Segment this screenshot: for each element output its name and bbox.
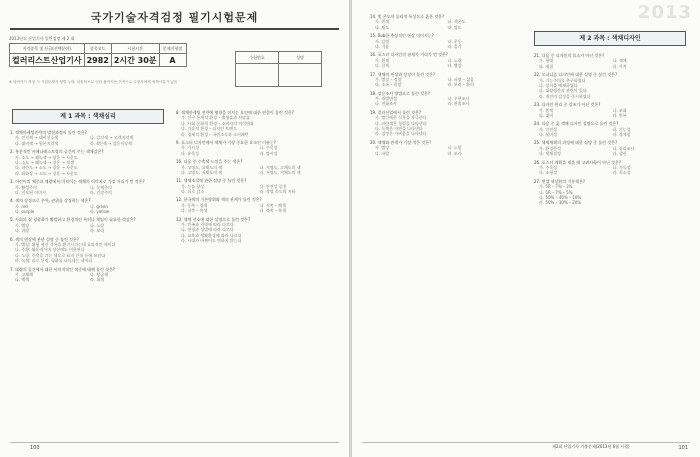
answer-option: 나. green <box>90 203 108 209</box>
answer-option: 다. 녹색은 자연을 나타낸다 <box>375 126 423 132</box>
answer-option: 라. 회색 <box>90 277 105 283</box>
question-item <box>370 52 520 68</box>
answer-option: 다. 초록 – 희망 <box>375 82 402 88</box>
info-header-time: 시험시간 <box>111 44 159 54</box>
answer-option: 라. 빨강 <box>447 63 462 69</box>
answer-option: 가. 감정 <box>375 38 390 44</box>
answer-options <box>10 185 165 196</box>
answer-option: 나. 황금색 <box>90 271 108 277</box>
answer-options <box>10 135 165 146</box>
answer-option: 다. 노랑: 주목을 끄는 색으로 표지 안내 등에 쓰인다 <box>15 252 106 258</box>
answer-option: 가. 활성주의 <box>15 184 37 190</box>
answer-option: 라. 보라 – 환희 <box>447 82 474 88</box>
question-text: 19. 컬러산업에서 틀린 것은? <box>370 109 421 115</box>
left-column-1 <box>10 130 165 286</box>
answer-option: 다. 고명도, 저채도의 색 <box>181 169 223 175</box>
answer-option: 라. 생산 <box>612 151 627 157</box>
question-text: 2. 흥분적인 카페나레스토랑의 공간이 주는 색채감은? <box>10 149 104 155</box>
question-text: 10. 다음 중 수축색 느낌을 주는 색은? <box>176 159 243 165</box>
answer-option: 라. 경제적 환경 – 국민소득과 소비패턴 <box>181 131 249 137</box>
question-item <box>534 179 686 206</box>
answer-option: 나. 저명도, 고채도의 색 <box>259 164 301 170</box>
question-text: 3. 어린이의 체중과 채광에서 마치어는 색채의 이미지로 가장 거리가 먼 것은? <box>10 179 145 185</box>
answer-option: 다. 대비 <box>539 112 554 118</box>
question-text: 5. 사회의 질 경향화가 활발하고 환경적인 특히나 책임이 필요한 색상은? <box>10 217 136 223</box>
answer-option: 가. 인지색 → 대비선호색 <box>15 135 59 141</box>
question-item <box>534 160 686 176</box>
answer-option: 가. red <box>15 203 28 209</box>
answer-option: 라. 명시성 <box>259 150 278 156</box>
answer-option: 가. 인구 통계적 환경 – 출생률과 사망률 <box>181 115 250 121</box>
answer-option: 다. 대비색 → 원본지각색 <box>15 140 59 146</box>
exam-title: 국가기술자격검정 필기시험문제 <box>90 11 259 24</box>
answer-option: 나. 소도 → 쾌녹색 → 장운 → 적색 <box>15 159 74 165</box>
question-item <box>370 110 520 137</box>
answer-options <box>176 165 338 176</box>
question-item <box>534 140 686 156</box>
question-text: 17. 색채의 연상과 상징이 틀린 것은? <box>370 71 436 77</box>
answer-option: 가. 빨강 <box>15 222 30 228</box>
answer-options <box>370 96 520 107</box>
question-text: 21. 다음 중 디자인의 요소가 아닌 것은? <box>534 53 605 58</box>
answer-option: 나. 서쪽 – 백색 <box>259 202 286 208</box>
question-text: 24. 다음 중 옳 색채 디자인 설명으로 틀린 것은? <box>534 121 619 127</box>
id-value-number <box>236 64 279 87</box>
answer-option: 라. 개인의 감성을 중시하였다 <box>539 93 591 99</box>
question-text: 25. 색채계획의 과정에 대한 설명 중 틀린 것은? <box>534 140 618 146</box>
answer-option: 나. 녹색주의 <box>90 184 112 190</box>
question-item <box>10 267 165 283</box>
answer-option: 가. 고채색 <box>15 271 33 277</box>
exam-info-table <box>9 43 187 67</box>
answer-options <box>10 204 165 215</box>
answer-option: 가. 환경분석 <box>539 145 561 151</box>
answer-option: 라. 북쪽 – 흑색 <box>259 208 286 214</box>
question-item <box>176 217 338 244</box>
answer-option: 나. 주황: 활동적이며 장신에도 이용된다 <box>15 247 85 253</box>
answer-option: 가. 흰색 <box>375 19 390 25</box>
exam-notice: ※ 답안카드 작성 시 시험문제지 형별 누락, 마킹착오로 인한 불이익은 전적으로 수험자에게 귀책사유가 있음 <box>9 80 178 84</box>
answer-option: 나. 운동 <box>447 38 462 44</box>
answer-option: 라. 시대가 바뀌어도 변하지 않는다 <box>181 238 242 244</box>
answer-option: 가. 가시성 <box>181 145 199 151</box>
answer-options <box>176 145 338 156</box>
page-number-right: 101 <box>678 445 688 451</box>
answer-option: 가. 민족과 지역에 따라 다르다 <box>181 222 234 228</box>
question-item <box>10 130 165 146</box>
question-item <box>534 72 686 99</box>
question-item <box>534 121 686 137</box>
answer-option: 라. 휴식 <box>447 43 462 49</box>
info-header-type: 문제지형별 <box>159 44 186 54</box>
question-text: 23. 디자인 원리 중 강조가 아닌 것은? <box>534 102 601 108</box>
answer-option: 나. 감각색 → 고객지각색 <box>90 135 134 141</box>
answer-option: 라. yellow <box>90 209 110 215</box>
answer-option: 다. 기품 <box>375 43 390 49</box>
answer-option: 나. 노랑 <box>90 222 105 228</box>
question-item <box>176 110 338 137</box>
answer-option: 가. 빨강 – 정열 <box>375 76 402 82</box>
answer-options <box>534 108 686 119</box>
answer-option: 다. 조형성 <box>539 170 557 176</box>
question-text: 13. 색채 선호에 대한 설명으로 틀린 것은? <box>176 216 251 222</box>
answer-option: 라. 50% – 30% – 20% <box>539 200 582 206</box>
info-header-subject: 자격종목 및 등급(선택분야) <box>10 44 85 54</box>
answer-option: 나. 파란색은 청결을 나타낸다 <box>375 120 427 126</box>
subject-1-header: 제 1 과목 : 색채심리 <box>12 109 164 124</box>
left-column-2 <box>176 110 338 247</box>
info-value-code: 2982 <box>84 54 111 67</box>
answer-option: 나. 조화 <box>612 107 627 113</box>
question-item <box>176 197 338 213</box>
answer-options <box>370 39 520 50</box>
right-column-2 <box>534 53 686 209</box>
answer-option: 다. 대량생산과 관련이 있다 <box>539 88 587 94</box>
answer-option: 나. 주목성 <box>259 145 278 151</box>
answer-option: 다. 파란도 → 소도 → 장운 → 사운도 <box>15 165 78 171</box>
answer-option: 라. 건강주의 <box>90 189 112 195</box>
answer-option: 나. 안전성 증진 <box>259 183 287 189</box>
answer-option: 나. 연령과 성별에 따라 다르다 <box>181 227 234 233</box>
question-text: 14. 빛 온도의 물리적 특성으로 옳은 것은? <box>370 14 445 19</box>
answer-option: 가. 주목성 <box>539 165 557 171</box>
right-page <box>352 0 700 457</box>
answer-option: 라. 보라 <box>447 150 462 156</box>
answer-option: 가. 개별면접 <box>375 96 397 102</box>
answer-option: 다. 파랑 <box>375 150 390 156</box>
question-text: 16. 포스터 디자인의 관계가 거리가 먼 것은? <box>370 52 448 58</box>
answer-option: 나. 우편조사 <box>447 96 470 102</box>
answer-option: 라. 명도 <box>447 24 462 30</box>
answer-option: 다. 전화조사 <box>375 101 397 107</box>
answer-options <box>176 184 338 195</box>
year-watermark: 2013 <box>637 2 692 23</box>
answer-option: 다. 심미성 <box>539 132 557 138</box>
answer-option: 나. 장식을 배제하였다 <box>539 82 578 88</box>
answer-options <box>370 145 520 156</box>
question-text: 8. 색채마케팅 전략에 영향을 미치는 요인에 대한 연결이 틀린 것은? <box>176 110 294 115</box>
answer-option: 가. 흰색 <box>539 107 554 113</box>
answer-option: 가. 빨강 <box>375 145 390 151</box>
answer-option: 라. 좌화상 → 소도 → 장운 → 사운도 <box>15 170 78 176</box>
question-item <box>10 149 165 176</box>
info-value-type: A <box>159 54 186 67</box>
page-number-left: 100 <box>30 445 40 451</box>
question-text: 26. 포스터 계획을 세울 때 고려사항이 아닌 것은? <box>534 159 621 165</box>
answer-option: 라. 검정은 가벼움을 나타낸다 <box>375 131 427 137</box>
question-text: 18. 설문조사 방법으로 틀린 것은? <box>370 90 430 96</box>
answer-options <box>370 58 520 69</box>
candidate-id-table <box>235 51 322 87</box>
answer-option: 다. 진보된 이미지 <box>15 189 46 195</box>
answer-option: 라. 가격 <box>612 63 627 69</box>
question-item <box>370 14 520 30</box>
answer-option: 다. 갈색 <box>375 63 390 69</box>
answer-option: 나. 색온도 <box>447 19 466 25</box>
exam-meta: 2013년도 산업기사 일반검정 제 2 회 <box>9 36 75 41</box>
answer-option: 가. 소도 → 쾌녹색 → 장운 → 사운도 <box>15 154 78 160</box>
footer-rule <box>362 442 690 443</box>
question-item <box>176 178 338 194</box>
question-item <box>370 91 520 107</box>
answer-option: 라. 반복 <box>612 112 627 118</box>
footer-label: 제2회 산업기사 기출문제(2013년 6월 시행) <box>552 444 630 449</box>
answer-option: 나. 노랑 <box>447 145 462 151</box>
footer-rule <box>10 442 339 443</box>
answer-option: 다. 피로 감소 <box>181 189 205 195</box>
question-item <box>370 140 520 156</box>
question-item <box>370 72 520 88</box>
answer-option: 가. 빨강: 위험 혁신 식욕을 환기시키는데 효과적인 색이다 <box>15 242 116 248</box>
info-header-code: 종목코드 <box>84 44 111 54</box>
answer-option: 라. 보라 <box>90 228 105 234</box>
question-text: 11. 색채조절에 관한 설명 중 틀린 것은? <box>176 178 247 184</box>
answer-options <box>534 127 686 138</box>
answer-option: 다. 파랑 <box>15 228 30 234</box>
question-text: 6. 색의 연상에 관한 설명 중 틀린 것은? <box>10 236 79 242</box>
answer-option: 가. 기능주의를 추구하였다 <box>539 77 586 83</box>
answer-option: 다. 교육과 생활환경에 따라 다르다 <box>181 232 242 238</box>
answer-option: 가. 안전성 <box>539 126 557 132</box>
answer-option: 라. 관찰조사 <box>447 101 470 107</box>
answer-option: 나. 심리조사 <box>612 145 635 151</box>
answer-option: 가. 능률 향상 <box>181 183 205 189</box>
answer-option: 가. 빨간색은 식욕을 자극한다 <box>375 115 427 121</box>
answer-option: 라. 녹색: 피로 안정, 평화를 나타내는 색이다 <box>15 258 93 264</box>
question-item <box>10 179 165 195</box>
question-item <box>176 159 338 175</box>
question-text: 1. 색채마케팅전략의 발전과정이 틀린 것은? <box>10 130 87 135</box>
info-value-time: 2시간 30분 <box>111 54 159 67</box>
answer-options <box>10 272 165 283</box>
answer-options <box>370 77 520 88</box>
question-item <box>534 102 686 118</box>
question-text: 15. Sub한 추상적인 연상 이미지는? <box>370 33 434 39</box>
id-header-number: 수험번호 <box>236 52 279 64</box>
id-header-name: 성명 <box>279 52 322 64</box>
question-text: 4. 색의 상징으로 우아, 권위를 상징하는 색은? <box>10 198 91 204</box>
answer-option: 다. 기술적 환경 – 디자인 트렌드 <box>181 126 237 132</box>
answer-option: 가. 흰색 <box>375 57 390 63</box>
left-page <box>0 0 349 457</box>
info-value-subject: 컬러리스트산업기사 <box>10 54 85 67</box>
answer-options <box>176 203 338 214</box>
answer-option: 라. 경제성 <box>612 132 631 138</box>
answer-option: 라. 4인색 → 감동지각색 <box>90 140 132 146</box>
answer-option: 나. 파랑 – 젊음 <box>447 76 474 82</box>
answer-option: 다. 남쪽 – 흑색 <box>181 208 208 214</box>
subject-2-header: 제 2 과목 : 색채디자인 <box>534 31 686 46</box>
answer-option: 나. 5R – 7% – 5% <box>539 189 573 195</box>
answer-options <box>534 146 686 157</box>
question-item <box>176 140 338 156</box>
answer-option: 나. 가독성 <box>612 165 631 171</box>
answer-option: 다. 유목성 <box>181 150 199 156</box>
answer-option: 나. 사회 문화적 환경 – 소비자의 의식변화 <box>181 120 254 126</box>
answer-option: 가. 고명도, 고채도의 색 <box>181 164 223 170</box>
answer-option: 라. 작업 속도의 저하 <box>259 189 296 195</box>
answer-option: 다. 채도 <box>375 24 390 30</box>
answer-options <box>534 58 686 69</box>
answer-option: 나. 색채 <box>612 58 627 64</box>
answer-options <box>10 223 165 234</box>
question-item <box>10 217 165 233</box>
answer-option: 가. 동쪽 – 청색 <box>181 202 208 208</box>
answer-option: 가. 형태 <box>539 58 554 64</box>
title-rule <box>10 28 339 30</box>
answer-option: 라. 희소성 <box>612 170 631 176</box>
id-value-name <box>279 64 322 87</box>
question-text: 20. 색채와 관계가 가장 적은 것은? <box>370 139 432 145</box>
answer-options <box>370 19 520 30</box>
answer-option: 가. 5R – 7% – 3% <box>539 184 573 190</box>
answer-option: 라. 저명도, 저채도의 색 <box>259 169 301 175</box>
answer-option: 나. 기능성 <box>612 126 631 132</box>
question-item <box>370 33 520 49</box>
question-text: 22. 모더니즘 디자인에 대한 설명 중 틀린 것은? <box>534 72 618 78</box>
answer-option: 다. 색채결정 <box>539 151 561 157</box>
answer-option: 다. 50% – 40% – 10% <box>539 194 582 200</box>
answer-option: 다. purple <box>15 209 35 215</box>
answer-option: 나. 노랑 <box>447 57 462 63</box>
right-column-1 <box>370 14 520 159</box>
answer-option: 다. 백색 <box>15 277 30 283</box>
question-item <box>10 198 165 214</box>
question-text: 9. 포스터 디자인에서 색채가 가장 중요한 요소인 이유는? <box>176 139 276 145</box>
question-text: 7. 대량의 공간에서 대한 이미지적인 색중에 대해 틀린 것은? <box>10 266 115 272</box>
answer-options <box>534 165 686 176</box>
question-item <box>10 237 165 264</box>
answer-option: 다. 재질 <box>539 63 554 69</box>
question-text: 27. 먼셀 색상환의 기본색은? <box>534 178 585 184</box>
question-item <box>534 53 686 69</box>
question-text: 12. 한국색의 기본방위와 색의 관계가 틀린 것은? <box>176 197 262 203</box>
